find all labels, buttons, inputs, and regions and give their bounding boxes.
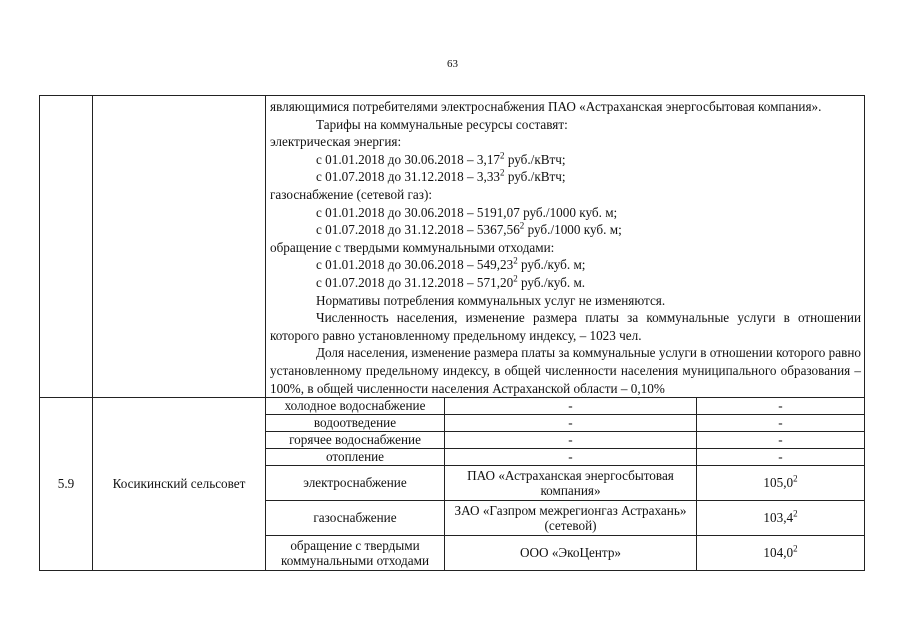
provider-cell: - xyxy=(445,398,697,415)
value-cell: 104,0$^2$ xyxy=(697,536,865,571)
service-cell: обращение с твердыми коммунальными отходами xyxy=(266,536,445,571)
value-cell: 105,0$^2$ xyxy=(697,466,865,501)
table-row xyxy=(40,398,865,415)
section-number: 5.9 xyxy=(40,398,93,571)
continuation-text-cell xyxy=(266,96,865,398)
empty-number-cell xyxy=(40,96,93,398)
continuation-row xyxy=(40,96,865,398)
provider-cell: ЗАО «Газпром межрегионгаз Астрахань» (сетевой) xyxy=(445,501,697,536)
service-cell: холодное водоснабжение xyxy=(266,398,445,415)
service-cell: водоотведение xyxy=(266,415,445,432)
tariff-table xyxy=(39,95,865,571)
waste-label: обращение с твердыми коммунальными отходами: xyxy=(270,239,555,255)
intro-paragraph: являющимися потребителями электроснабжения ПАО «Астраханская энергосбытовая компания». xyxy=(270,99,822,114)
population-paragraph: Численность населения, изменение размера платы за коммунальные услуги в отношении которого равно установленному предельному индексу, – 1023 чел. xyxy=(270,310,861,343)
gas-tariff-1: с 01.01.2018 до 30.06.2018 – 5191,07 руб./1000 куб. м; xyxy=(316,204,618,220)
value-cell: - xyxy=(697,449,865,466)
provider-cell: ООО «ЭкоЦентр» xyxy=(445,536,697,571)
share-paragraph: Доля населения, изменение размера платы за коммунальные услуги в отношении которого равно установленному предельному индексу, в общей численности населения муниципального образования – 100%, в общей численности населения Астраханской области – 0,10% xyxy=(270,345,861,396)
page-number: 63 xyxy=(447,58,458,70)
service-cell: электроснабжение xyxy=(266,466,445,501)
gas-label: газоснабжение (сетевой газ): xyxy=(270,186,433,202)
value-cell: - xyxy=(697,415,865,432)
electricity-tariff-1: с 01.01.2018 до 30.06.2018 – 3,17$^2$ руб./кВтч; xyxy=(316,150,566,167)
section-name: Косикинский сельсовет xyxy=(93,398,266,571)
electricity-label: электрическая энергия: xyxy=(270,134,402,150)
waste-tariff-2: с 01.07.2018 до 31.12.2018 – 571,20$^2$ руб./куб. м. xyxy=(316,273,586,290)
service-cell: горячее водоснабжение xyxy=(266,432,445,449)
value-cell: - xyxy=(697,432,865,449)
gas-tariff-2: с 01.07.2018 до 31.12.2018 – 5367,56$^2$ руб./1000 куб. м; xyxy=(316,220,622,238)
tariffs-heading: Тарифы на коммунальные ресурсы составят: xyxy=(316,116,568,132)
norms-paragraph: Нормативы потребления коммунальных услуг не изменяются. xyxy=(316,292,666,308)
waste-tariff-1: с 01.01.2018 до 30.06.2018 – 549,23$^2$ руб./куб. м; xyxy=(316,255,586,273)
value-cell: - xyxy=(697,398,865,415)
service-cell: отопление xyxy=(266,449,445,466)
value-cell: 103,4$^2$ xyxy=(697,501,865,536)
provider-cell: - xyxy=(445,432,697,449)
provider-cell: - xyxy=(445,449,697,466)
provider-cell: - xyxy=(445,415,697,432)
electricity-tariff-2: с 01.07.2018 до 31.12.2018 – 3,33$^2$ руб./кВтч; xyxy=(316,167,566,185)
provider-cell: ПАО «Астраханская энергосбытовая компания» xyxy=(445,466,697,501)
service-cell: газоснабжение xyxy=(266,501,445,536)
empty-name-cell xyxy=(93,96,266,398)
